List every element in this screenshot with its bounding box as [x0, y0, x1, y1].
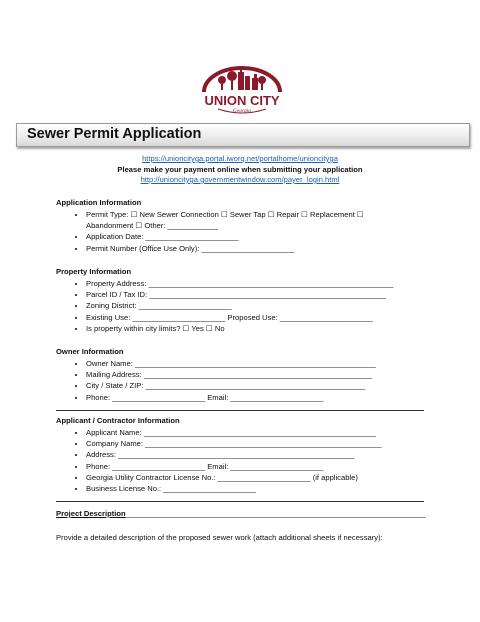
owner-item — [86, 380, 466, 391]
applicant-item — [86, 427, 466, 438]
zoning-district-field[interactable]: Zoning District: ______________________ — [86, 301, 232, 311]
property-item — [86, 300, 466, 311]
applicant-name-field[interactable]: Applicant Name: _______________________________________________________ — [86, 428, 377, 437]
property-heading: Property Information — [56, 267, 132, 276]
owner-item — [86, 369, 466, 380]
logo-sub-text: Georgia — [232, 108, 252, 114]
application-heading: Application Information — [56, 198, 142, 207]
property-item — [86, 289, 466, 300]
applicant-item — [86, 449, 466, 460]
project-heading-line — [56, 508, 426, 519]
application-date-field[interactable]: Application Date: ______________________ — [86, 232, 239, 242]
applicant-item — [86, 483, 466, 494]
application-item-continued — [86, 220, 466, 231]
applicant-address-field[interactable]: Address: ________________________________________________________ — [86, 450, 355, 460]
owner-name-field[interactable]: Owner Name: _________________________________________________________ — [86, 359, 376, 368]
city-limits-field[interactable]: Is property within city limits? ☐ Yes ☐ No — [86, 323, 225, 333]
project-description-blank[interactable]: _______________________________________________________________________ — [125, 509, 426, 518]
property-address-field[interactable]: Property Address: __________________________________________________________ — [86, 279, 394, 288]
logo-name-text: UNION CITY — [204, 93, 280, 108]
city-state-zip-field[interactable]: City / State / ZIP: ____________________________________________________ — [86, 381, 366, 391]
property-list — [56, 278, 466, 334]
page-title: Sewer Permit Application — [27, 126, 202, 142]
applicant-contact-field[interactable]: Phone: ______________________ Email: ______________________ — [86, 461, 324, 471]
application-item — [86, 243, 466, 254]
union-city-logo-graphic — [192, 62, 292, 118]
permit-type-field-cont[interactable]: Abandonment ☐ Other: ____________ — [86, 221, 219, 231]
property-item — [86, 323, 466, 334]
divider — [56, 501, 424, 502]
mailing-address-field[interactable]: Mailing Address: ______________________________________________________ — [86, 370, 372, 380]
use-field[interactable]: Existing Use: ______________________ Proposed Use: ______________________ — [86, 312, 373, 322]
owner-item — [86, 358, 466, 369]
owner-list — [56, 358, 466, 403]
portal-link[interactable]: https://unioncityga.portal.iworq.net/portalhome/unioncityga — [142, 154, 338, 163]
parcel-id-field[interactable]: Parcel ID / Tax ID: ________________________________________________________ — [86, 290, 386, 300]
owner-heading: Owner Information — [56, 347, 124, 356]
portal-link-line — [0, 154, 480, 164]
payment-link-line — [0, 175, 480, 185]
project-heading: Project Description — [56, 509, 126, 518]
application-item — [86, 209, 466, 220]
applicant-heading: Applicant / Contractor Information — [56, 416, 180, 425]
property-item — [86, 278, 466, 289]
application-item — [86, 231, 466, 242]
business-license-field[interactable]: Business License No.: ______________________ — [86, 484, 257, 494]
application-list — [56, 209, 466, 254]
payment-link[interactable]: http://unioncityga.governmentwindow.com/payer_login.html — [140, 175, 340, 184]
applicant-item — [86, 461, 466, 472]
contractor-license-field[interactable]: Georgia Utility Contractor License No.: ______________________ (if applicable) — [86, 472, 358, 482]
applicant-item — [86, 472, 466, 483]
permit-type-field[interactable]: Permit Type: ☐ New Sewer Connection ☐ Sewer Tap ☐ Repair ☐ Replacement ☐ — [86, 210, 364, 219]
payment-note: Please make your payment online when submitting your application — [117, 164, 363, 174]
permit-number-field[interactable]: Permit Number (Office Use Only): ______________________ — [86, 243, 295, 253]
applicant-list — [56, 427, 466, 494]
company-name-field[interactable]: Company Name: ________________________________________________________ — [86, 439, 382, 449]
applicant-item — [86, 438, 466, 449]
property-item — [86, 312, 466, 323]
union-city-logo — [192, 62, 292, 118]
project-instructions: Provide a detailed description of the proposed sewer work (attach additional sheets if necessary): — [56, 533, 383, 542]
owner-contact-field[interactable]: Phone: ______________________ Email: ______________________ — [86, 392, 324, 402]
divider — [56, 410, 424, 411]
title-bar — [16, 123, 470, 147]
owner-item — [86, 392, 466, 403]
